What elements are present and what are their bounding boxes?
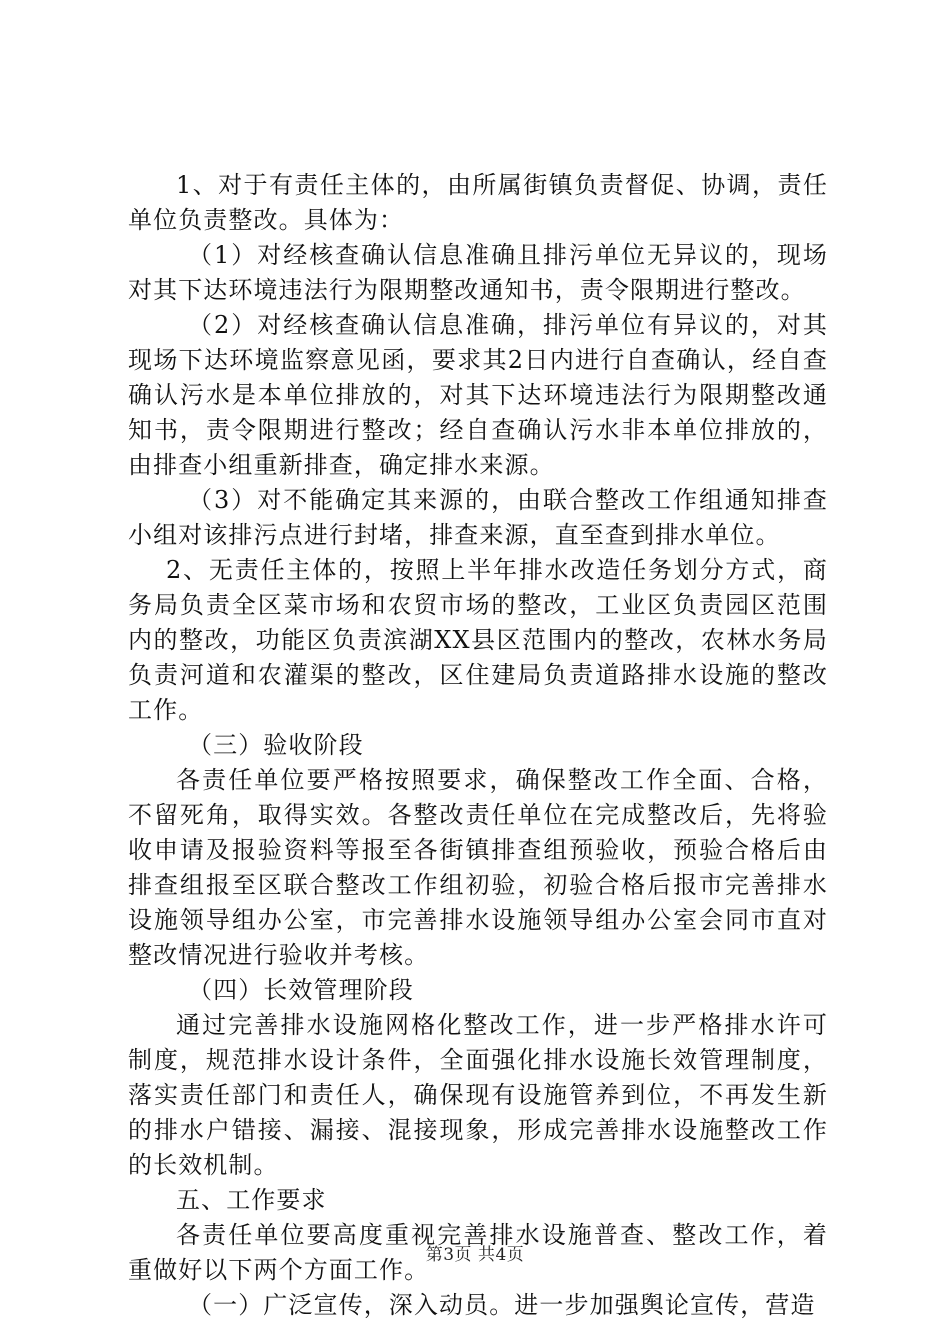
paragraph-publicity: （一）广泛宣传，深入动员。进一步加强舆论宣传，营造 bbox=[188, 1291, 816, 1319]
heading-acceptance-stage: （三）验收阶段 bbox=[188, 731, 364, 759]
paragraph-acceptance: 各责任单位要严格按照要求，确保整改工作全面、合格，不留死角，取得实效。各整改责任单位在完成整改后，先将验收申请及报验资料等报至各街镇排查组预验收，预验合格后由排查组报至区联合整改工作组初验，初验合格后报市完善排水设施领导组办公室，市完善排水设施领导组办公室会同市直对整改情况进行验收并考核。 bbox=[128, 766, 828, 969]
heading-work-requirements: 五、工作要求 bbox=[176, 1186, 327, 1214]
paragraph-no-responsible-party: 2、无责任主体的，按照上半年排水改造任务划分方式，商务局负责全区菜市场和农贸市场的整改，工业区负责园区范围内的整改，功能区负责滨湖XX县区范围内的整改，农林水务局负责河道和农灌渠的整改，区住建局负责道路排水设施的整改工作。 bbox=[128, 556, 828, 724]
paragraph-item-1: （1）对经核查确认信息准确且排污单位无异议的，现场对其下达环境违法行为限期整改通知书，责令限期进行整改。 bbox=[128, 241, 828, 304]
paragraph-item-2: （2）对经核查确认信息准确，排污单位有异议的，对其现场下达环境监察意见函，要求其2日内进行自查确认，经自查确认污水是本单位排放的，对其下达环境违法行为限期整改通知书，责令限期进行整改；经自查确认污水非本单位排放的，由排查小组重新排查，确定排水来源。 bbox=[128, 311, 828, 479]
paragraph-long-term-management: 通过完善排水设施网格化整改工作，进一步严格排水许可制度，规范排水设计条件，全面强化排水设施长效管理制度，落实责任部门和责任人，确保现有设施管养到位，不再发生新的排水户错接、漏接、混接现象，形成完善排水设施整改工作的长效机制。 bbox=[128, 1011, 828, 1179]
paragraph-responsible-party: 1、对于有责任主体的，由所属街镇负责督促、协调，责任单位负责整改。具体为： bbox=[128, 171, 828, 234]
document-body bbox=[128, 168, 828, 1323]
paragraph-item-3: （3）对不能确定其来源的，由联合整改工作组通知排查小组对该排污点进行封堵，排查来源，直至查到排水单位。 bbox=[128, 486, 828, 549]
page-number-footer: 第3页 共4页 bbox=[425, 1245, 525, 1265]
paragraph-work-requirements: 各责任单位要高度重视完善排水设施普查、整改工作，着重做好以下两个方面工作。 bbox=[128, 1221, 828, 1284]
heading-long-term-management: （四）长效管理阶段 bbox=[188, 976, 414, 1004]
